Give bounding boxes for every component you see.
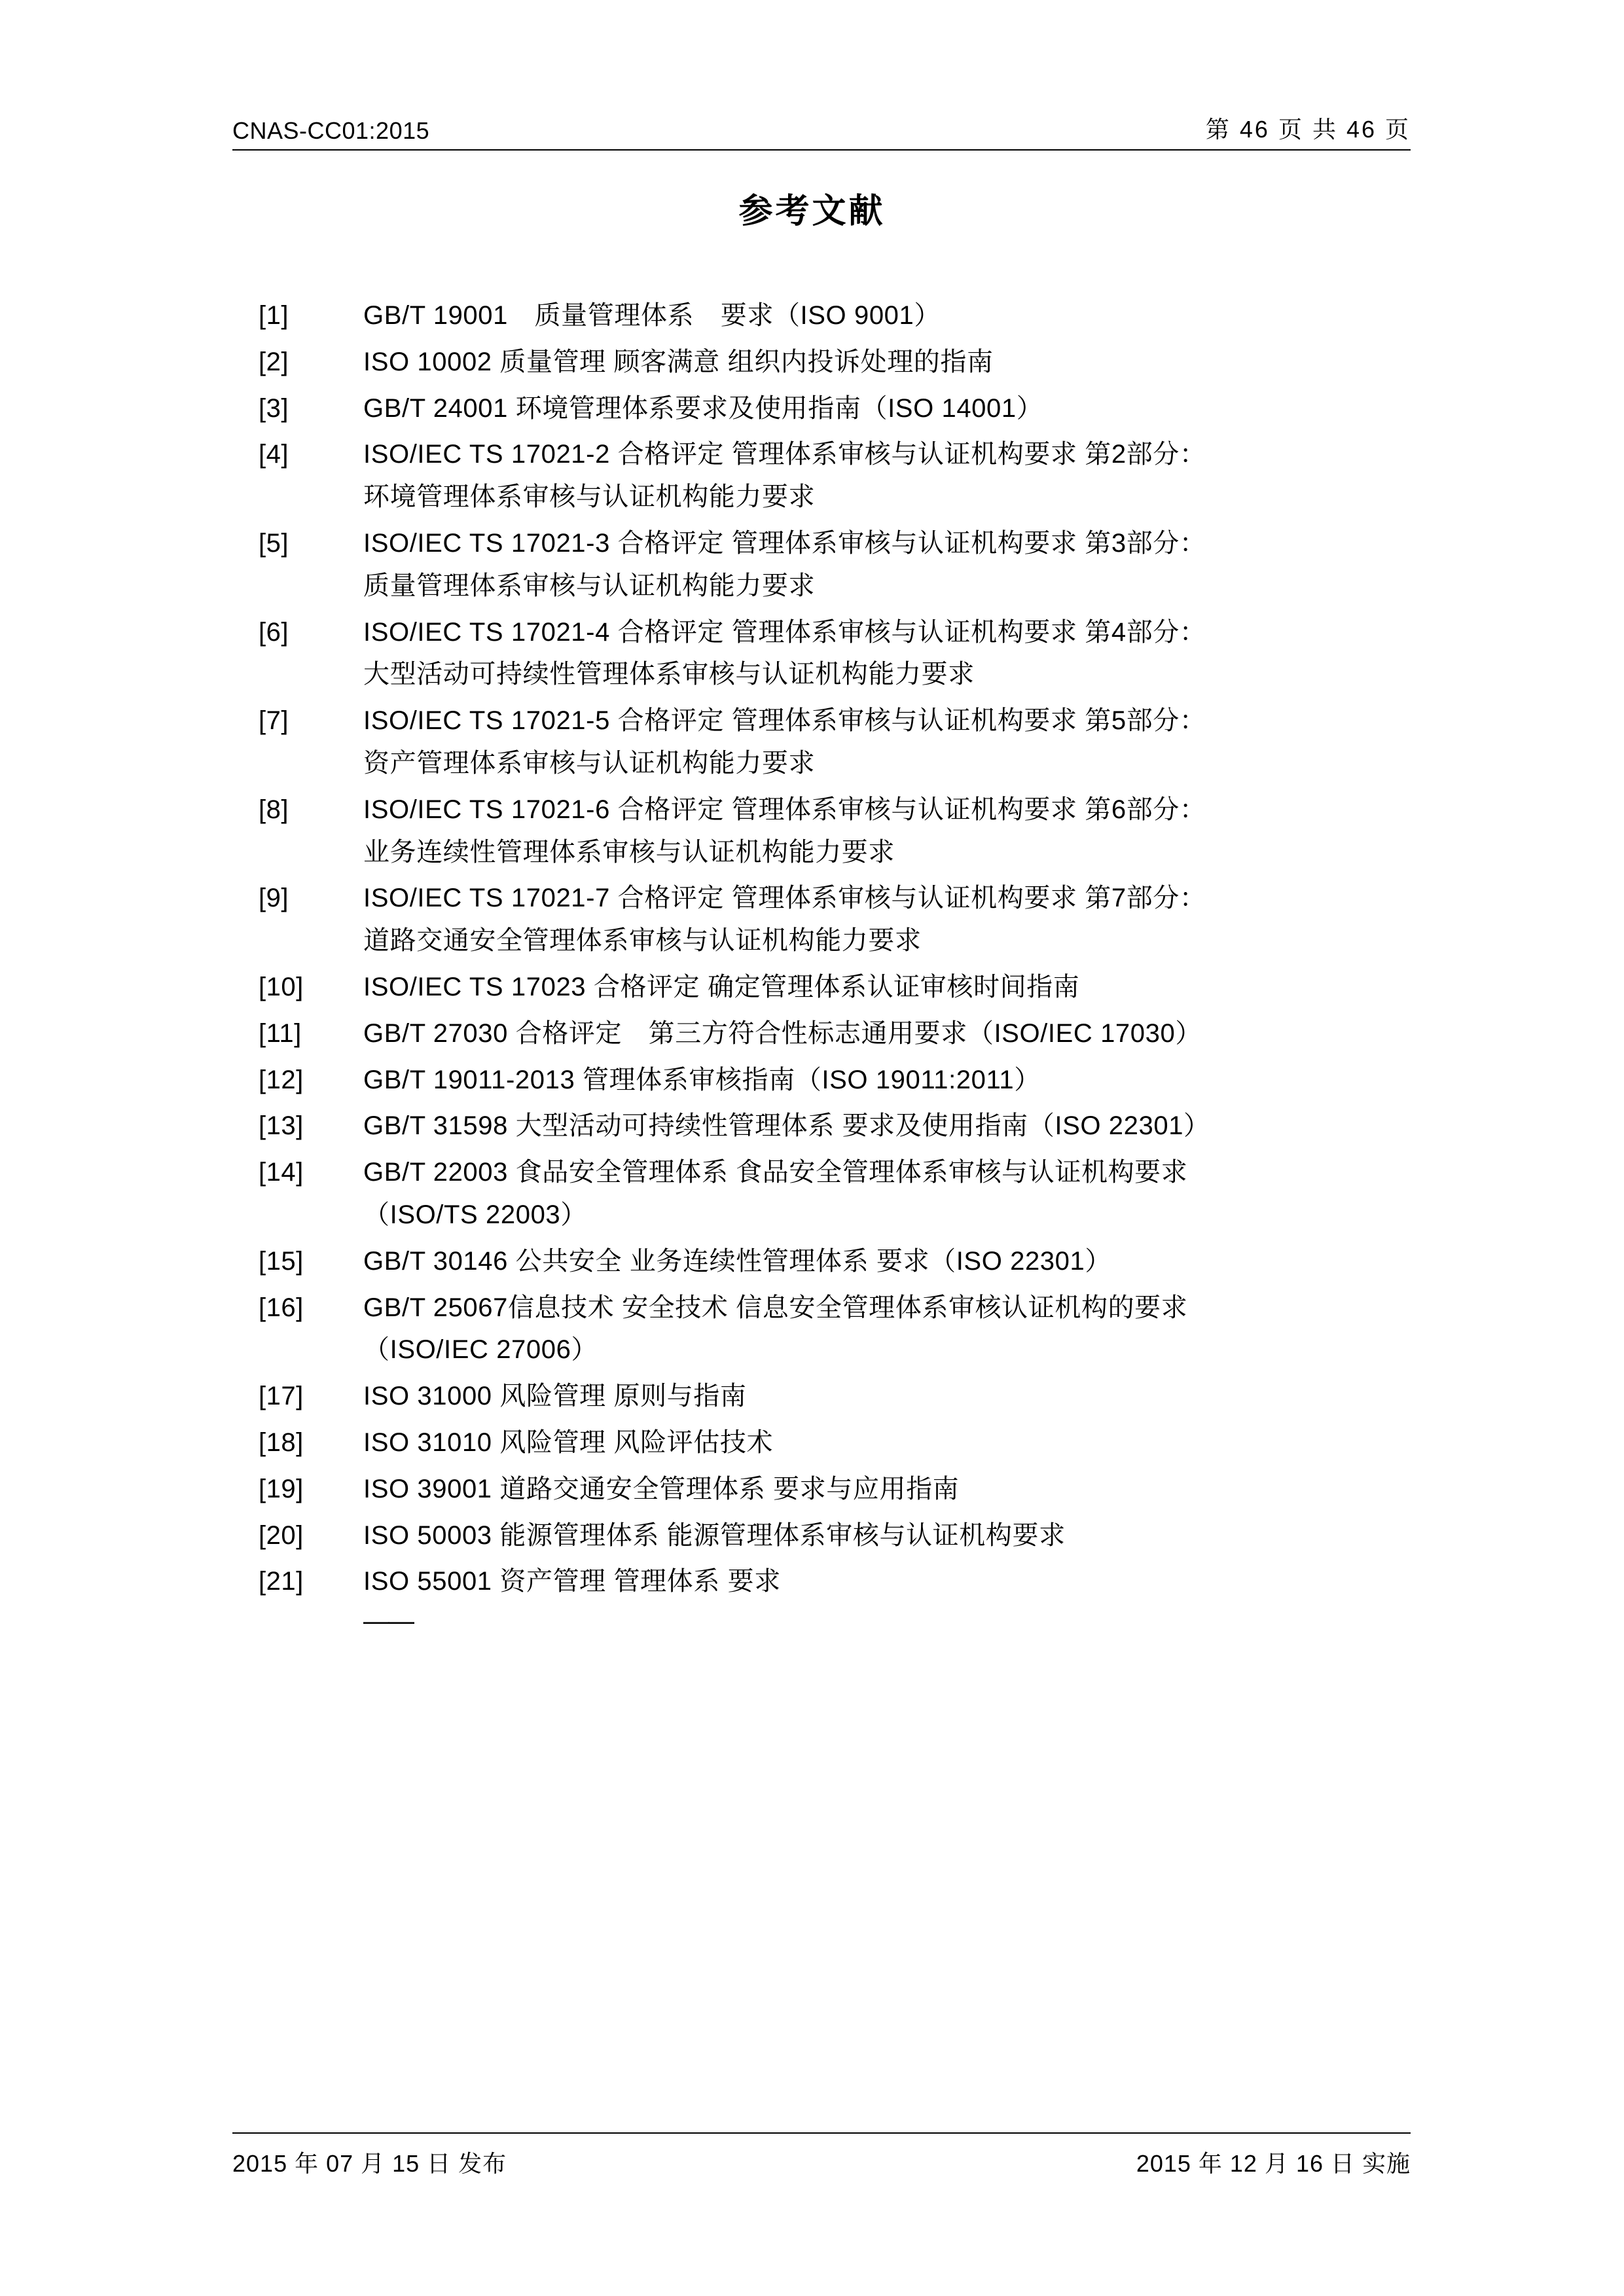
reference-text-line-1: ISO 39001 道路交通安全管理体系 要求与应用指南 <box>363 1474 960 1503</box>
reference-text <box>363 1287 1417 1372</box>
reference-number: [3] <box>259 393 289 423</box>
reference-number: [13] <box>259 1111 304 1141</box>
reference-text-line-1: ISO/IEC TS 17021-5 合格评定 管理体系审核与认证机构要求 第5部分： <box>363 706 1206 736</box>
reference-text-line-1: GB/T 19001 质量管理体系 要求（ISO 9001） <box>363 301 941 330</box>
reference-number: [1] <box>259 301 289 330</box>
reference-number: [14] <box>259 1158 304 1187</box>
reference-number: [19] <box>259 1474 304 1503</box>
page-title: 参考文献 <box>738 192 886 230</box>
reference-number: [2] <box>259 347 289 376</box>
reference-item <box>259 611 1417 696</box>
reference-text <box>363 295 1417 337</box>
reference-item <box>259 1468 1417 1511</box>
reference-number: [8] <box>259 795 289 824</box>
reference-item <box>259 700 1417 785</box>
reference-number: [7] <box>259 706 289 736</box>
footer-effective-date: 2015 年 12 月 16 日 实施 <box>1136 2150 1411 2177</box>
reference-item <box>259 1151 1417 1236</box>
reference-text-line-1: GB/T 22003 食品安全管理体系 食品安全管理体系审核与认证机构要求 <box>363 1158 1188 1187</box>
reference-text-line-2: （ISO/IEC 27006） <box>363 1335 598 1365</box>
reference-text-line-2: 道路交通安全管理体系审核与认证机构能力要求 <box>363 926 922 956</box>
reference-text <box>363 966 1417 1009</box>
reference-text-line-1: ISO 31010 风险管理 风险评估技术 <box>363 1427 774 1457</box>
reference-text-line-1: ISO/IEC TS 17023 合格评定 确定管理体系认证审核时间指南 <box>363 972 1080 1001</box>
reference-text <box>363 611 1417 696</box>
reference-text-line-1: GB/T 19011-2013 管理体系审核指南（ISO 19011:2011） <box>363 1065 1041 1094</box>
reference-number: [17] <box>259 1382 304 1411</box>
reference-item <box>259 387 1417 430</box>
reference-text <box>363 1375 1417 1418</box>
reference-number: [12] <box>259 1065 304 1094</box>
reference-item <box>259 433 1417 518</box>
reference-item <box>259 341 1417 384</box>
reference-text-line-2: 资产管理体系审核与认证机构能力要求 <box>363 748 816 778</box>
reference-number: [18] <box>259 1427 304 1457</box>
reference-number: [4] <box>259 440 289 469</box>
reference-text <box>363 341 1417 384</box>
reference-text <box>363 522 1417 607</box>
reference-item <box>259 295 1417 337</box>
reference-text-line-2: 质量管理体系审核与认证机构能力要求 <box>363 571 816 600</box>
reference-text-line-1: ISO 50003 能源管理体系 能源管理体系审核与认证机构要求 <box>363 1520 1066 1550</box>
reference-item <box>259 522 1417 607</box>
reference-item <box>259 1515 1417 1557</box>
reference-text-line-1: ISO 31000 风险管理 原则与指南 <box>363 1382 747 1411</box>
reference-text <box>363 877 1417 962</box>
reference-text <box>363 1515 1417 1557</box>
reference-text-line-1: GB/T 27030 合格评定 第三方符合性标志通用要求（ISO/IEC 17030） <box>363 1018 1202 1048</box>
reference-text-line-1: ISO/IEC TS 17021-7 合格评定 管理体系审核与认证机构要求 第7部分： <box>363 884 1206 913</box>
reference-text-line-1: GB/T 25067信息技术 安全技术 信息安全管理体系审核认证机构的要求 <box>363 1293 1188 1322</box>
reference-number: [9] <box>259 884 289 913</box>
reference-text-line-1: ISO/IEC TS 17021-6 合格评定 管理体系审核与认证机构要求 第6部分： <box>363 795 1206 824</box>
reference-item <box>259 1287 1417 1372</box>
reference-text <box>363 1013 1417 1055</box>
reference-number: [21] <box>259 1567 304 1596</box>
reference-item <box>259 1560 1417 1603</box>
header-document-code: CNAS-CC01:2015 <box>232 117 430 144</box>
reference-text <box>363 1422 1417 1464</box>
reference-text <box>363 1059 1417 1102</box>
reference-item <box>259 966 1417 1009</box>
reference-item <box>259 1105 1417 1147</box>
page-header <box>232 111 1411 145</box>
reference-text <box>363 387 1417 430</box>
reference-item <box>259 789 1417 874</box>
reference-text <box>363 789 1417 874</box>
reference-text <box>363 1105 1417 1147</box>
reference-text <box>363 1468 1417 1511</box>
header-page-number: 第 46 页 共 46 页 <box>1205 116 1411 143</box>
reference-text <box>363 1560 1417 1603</box>
reference-text-line-1: ISO/IEC TS 17021-3 合格评定 管理体系审核与认证机构要求 第3部分： <box>363 528 1206 558</box>
reference-text-line-1: ISO/IEC TS 17021-4 合格评定 管理体系审核与认证机构要求 第4部分： <box>363 617 1206 647</box>
reference-number: [5] <box>259 528 289 558</box>
reference-number: [20] <box>259 1520 304 1550</box>
reference-text-line-1: GB/T 31598 大型活动可持续性管理体系 要求及使用指南（ISO 22301） <box>363 1111 1210 1141</box>
reference-text-line-1: ISO 55001 资产管理 管理体系 要求 <box>363 1567 781 1596</box>
reference-text-line-1: ISO/IEC TS 17021-2 合格评定 管理体系审核与认证机构要求 第2部分： <box>363 440 1206 469</box>
reference-text <box>363 433 1417 518</box>
reference-text-line-2: 大型活动可持续性管理体系审核与认证机构能力要求 <box>363 660 975 689</box>
footer-issue-date: 2015 年 07 月 15 日 发布 <box>232 2150 507 2177</box>
reference-item <box>259 1240 1417 1283</box>
reference-text-line-1: GB/T 30146 公共安全 业务连续性管理体系 要求（ISO 22301） <box>363 1246 1111 1276</box>
reference-number: [16] <box>259 1293 304 1322</box>
footer-divider <box>232 2132 1411 2134</box>
header-divider <box>232 149 1411 151</box>
reference-text-line-2: （ISO/TS 22003） <box>363 1200 587 1229</box>
reference-number: [10] <box>259 972 304 1001</box>
reference-text <box>363 1240 1417 1283</box>
reference-text-line-1: ISO 10002 质量管理 顾客满意 组织内投诉处理的指南 <box>363 347 994 376</box>
reference-text-line-2: 环境管理体系审核与认证机构能力要求 <box>363 482 816 512</box>
reference-text <box>363 700 1417 785</box>
reference-text-line-2: 业务连续性管理体系审核与认证机构能力要求 <box>363 837 895 867</box>
reference-list <box>259 295 1417 1636</box>
reference-item <box>259 877 1417 962</box>
reference-number: [15] <box>259 1246 304 1276</box>
page-footer <box>232 2145 1411 2179</box>
reference-number: [6] <box>259 617 289 647</box>
reference-item <box>259 1422 1417 1464</box>
reference-number: [11] <box>259 1018 302 1048</box>
reference-item <box>259 1375 1417 1418</box>
end-mark: —— <box>363 1607 413 1636</box>
reference-text-line-1: GB/T 24001 环境管理体系要求及使用指南（ISO 14001） <box>363 393 1043 423</box>
reference-item <box>259 1013 1417 1055</box>
reference-text <box>363 1151 1417 1236</box>
reference-item <box>259 1059 1417 1102</box>
